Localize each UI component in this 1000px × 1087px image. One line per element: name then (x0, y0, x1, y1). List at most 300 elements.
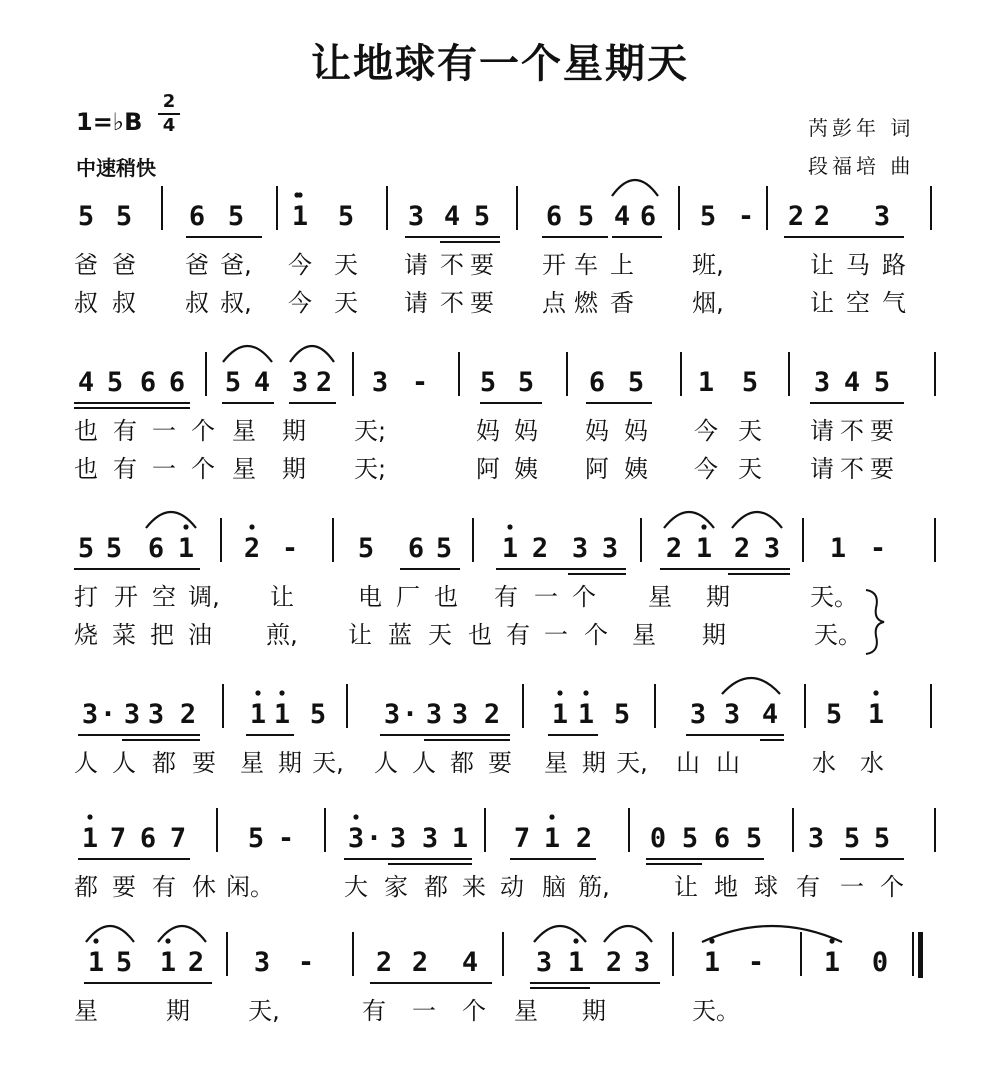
note: 5 (106, 367, 124, 398)
lyric-syllable: 天; (353, 455, 387, 483)
note: 6 (147, 533, 165, 564)
note: 1 (273, 699, 291, 730)
note: 5 (115, 201, 133, 232)
lyric-syllable: 爸 (112, 251, 136, 279)
lyric-syllable: 都 (450, 749, 474, 777)
bar-line (672, 932, 674, 976)
note: 4 (77, 367, 95, 398)
underline-beam (222, 402, 274, 404)
lyric-syllable: 把 (150, 621, 174, 649)
lyric-verse-1 (0, 416, 1000, 446)
note: 1 (703, 947, 721, 978)
note: 5 (224, 367, 242, 398)
note: 1 (543, 823, 561, 854)
lyric-syllable: 有 (113, 417, 137, 445)
double-underline-beam (646, 863, 702, 865)
lyric-syllable: 天 (334, 251, 358, 279)
bar-line (226, 932, 228, 976)
lyric-syllable: 有 (796, 873, 820, 901)
note: 5 (745, 823, 763, 854)
notation-row (0, 946, 1000, 986)
note: 2 (733, 533, 751, 564)
final-bar-line (918, 932, 923, 978)
underline-beam (74, 402, 190, 404)
note: 3 (633, 947, 651, 978)
lyric-syllable: 星 (648, 583, 672, 611)
note: 4 (613, 201, 631, 232)
note: 2 (187, 947, 205, 978)
lyric-syllable: 星 (240, 749, 264, 777)
lyric-verse-1 (0, 582, 1000, 612)
note: 5 (309, 699, 327, 730)
octave-dot (583, 690, 588, 695)
lyric-syllable: 叔 (112, 289, 136, 317)
lyric-syllable: 天; (353, 417, 387, 445)
note: - (737, 201, 755, 232)
lyric-syllable: 山 (716, 749, 740, 777)
note: 1 (249, 699, 267, 730)
lyric-syllable: 要 (470, 289, 494, 317)
lyric-syllable: 水 (812, 749, 836, 777)
lyric-syllable: 要 (192, 749, 216, 777)
note: 2 (315, 367, 333, 398)
bar-line (222, 684, 224, 728)
lyric-syllable: 点 (542, 289, 566, 317)
lyric-verse-1 (0, 872, 1000, 902)
double-underline-beam (74, 407, 190, 409)
lyric-syllable: 天, (312, 749, 344, 777)
lyric-syllable: 天。 (692, 997, 740, 1025)
lyric-syllable: 个 (191, 455, 215, 483)
lyric-syllable: 班, (692, 251, 724, 279)
note: 1 (867, 699, 885, 730)
notation-row (0, 366, 1000, 406)
note: 3 (873, 201, 891, 232)
note: 7 (109, 823, 127, 854)
lyric-syllable: 闲。 (226, 873, 274, 901)
lyric-syllable: 爸 (74, 251, 98, 279)
bar-line (934, 518, 936, 562)
underline-beam (542, 236, 608, 238)
octave-dot (294, 192, 299, 197)
note: 1 (697, 367, 715, 398)
bar-line (628, 808, 630, 852)
lyric-verse-1 (0, 996, 1000, 1026)
lyric-syllable: 休 (192, 873, 216, 901)
note: 2 (605, 947, 623, 978)
lyricist-credit: 芮彭年 词 (808, 116, 915, 140)
slur (722, 678, 780, 694)
note: 5 (699, 201, 717, 232)
note: 5 (479, 367, 497, 398)
lyric-syllable: 有 (362, 997, 386, 1025)
octave-dot (829, 938, 834, 943)
underline-beam (686, 734, 784, 736)
lyric-verse-2 (0, 288, 1000, 318)
lyric-verse-2 (0, 454, 1000, 484)
lyric-syllable: 都 (424, 873, 448, 901)
note: 2 (179, 699, 197, 730)
lyric-syllable: 车 (574, 251, 598, 279)
underline-beam (74, 568, 200, 570)
lyric-syllable: 有 (494, 583, 518, 611)
note: 2 (787, 201, 805, 232)
bar-line (680, 352, 682, 396)
double-underline-beam (424, 739, 510, 741)
note: 1 (551, 699, 569, 730)
note: 1 (177, 533, 195, 564)
lyric-syllable: 个 (462, 997, 486, 1025)
lyric-syllable: 不 (440, 251, 464, 279)
lyric-syllable: 星 (74, 997, 98, 1025)
bar-line (502, 932, 504, 976)
note: 5 (681, 823, 699, 854)
note: - (869, 533, 887, 564)
bar-line (788, 352, 790, 396)
note: 6 (588, 367, 606, 398)
octave-dot (93, 938, 98, 943)
slur (146, 512, 196, 528)
slur (158, 926, 206, 942)
note: 1 (567, 947, 585, 978)
bar-line (522, 684, 524, 728)
lyric-syllable: 天。 (814, 621, 862, 649)
composer-credit: 段福培 曲 (808, 154, 915, 178)
octave-dot (165, 938, 170, 943)
lyric-syllable: 不 (840, 417, 864, 445)
note: 3 (601, 533, 619, 564)
note: - (297, 947, 315, 978)
bar-line (484, 808, 486, 852)
double-underline-beam (760, 739, 784, 741)
double-underline-beam (530, 987, 590, 989)
note: 3 (81, 699, 99, 730)
bar-line (930, 684, 932, 728)
note: 2 (375, 947, 393, 978)
lyric-syllable: 天 (738, 417, 762, 445)
underline-beam (370, 982, 492, 984)
note: 1 (87, 947, 105, 978)
note: 6 (713, 823, 731, 854)
lyric-syllable: 请 (810, 417, 834, 445)
octave-dot (279, 690, 284, 695)
lyric-syllable: 期 (702, 621, 726, 649)
underline-beam (496, 568, 626, 570)
lyric-syllable: 让 (810, 289, 834, 317)
note: 5 (577, 201, 595, 232)
note: 7 (169, 823, 187, 854)
lyric-syllable: 也 (74, 417, 98, 445)
bar-line (161, 186, 163, 230)
lyric-syllable: 一 (534, 583, 558, 611)
note: 3 (123, 699, 141, 730)
lyric-syllable: 有 (152, 873, 176, 901)
bar-line (802, 518, 804, 562)
lyric-syllable: 期 (278, 749, 302, 777)
bar-line (332, 518, 334, 562)
time-signature-bottom: 4 (162, 115, 176, 136)
note: 5 (473, 201, 491, 232)
bar-line (346, 684, 348, 728)
note: 5 (613, 699, 631, 730)
note: 3 (425, 699, 443, 730)
bar-line (220, 518, 222, 562)
lyric-syllable: 姨 (514, 455, 538, 483)
slur (86, 926, 134, 942)
lyric-syllable: 也 (434, 583, 458, 611)
underline-beam (344, 858, 472, 860)
note: 2 (665, 533, 683, 564)
lyric-syllable: 气 (882, 289, 906, 317)
note: - (281, 533, 299, 564)
lyric-syllable: 上 (610, 251, 634, 279)
slur (702, 926, 842, 942)
lyric-syllable: 天 (738, 455, 762, 483)
bar-line (654, 684, 656, 728)
underline-beam (530, 982, 660, 984)
underline-beam (405, 236, 500, 238)
lyric-syllable: 厂 (396, 583, 420, 611)
lyric-syllable: 星 (232, 455, 256, 483)
lyric-syllable: 期 (582, 749, 606, 777)
lyric-syllable: 阿 (476, 455, 500, 483)
lyric-syllable: 有 (506, 621, 530, 649)
note: 4 (761, 699, 779, 730)
bar-line (472, 518, 474, 562)
lyric-syllable: 也 (468, 621, 492, 649)
lyric-syllable: 天。 (810, 583, 858, 611)
double-underline-beam (122, 739, 200, 741)
bar-line (912, 932, 914, 976)
bar-line (930, 186, 932, 230)
lyric-syllable: 也 (74, 455, 98, 483)
lyric-syllable: 妈 (514, 417, 538, 445)
bar-line (276, 186, 278, 230)
octave-dot (255, 690, 260, 695)
note: 6 (139, 823, 157, 854)
note: 5 (873, 823, 891, 854)
lyric-syllable: 要 (870, 455, 894, 483)
note: 5 (77, 201, 95, 232)
lyric-syllable: 让 (674, 873, 698, 901)
key-signature: 1=♭B (76, 108, 143, 136)
time-signature (158, 92, 180, 136)
underline-beam (246, 734, 294, 736)
lyric-syllable: 叔 (74, 289, 98, 317)
bar-line (516, 186, 518, 230)
slur (732, 512, 782, 528)
note: 3 (813, 367, 831, 398)
lyric-syllable: 要 (470, 251, 494, 279)
note: 1 (577, 699, 595, 730)
lyric-syllable: 烟, (692, 289, 724, 317)
lyric-syllable: 地 (714, 873, 738, 901)
note: 6 (639, 201, 657, 232)
underline-beam (78, 858, 190, 860)
note: 1 (291, 201, 309, 232)
octave-dot (297, 192, 302, 197)
lyric-syllable: 星 (544, 749, 568, 777)
slur (604, 926, 652, 942)
lyric-syllable: 个 (191, 417, 215, 445)
lyric-syllable: 要 (112, 873, 136, 901)
bar-line (352, 352, 354, 396)
lyric-verse-1 (0, 250, 1000, 280)
lyric-syllable: 开 (114, 583, 138, 611)
note: 5 (77, 533, 95, 564)
note: 3 (807, 823, 825, 854)
double-underline-beam (728, 573, 790, 575)
lyric-syllable: 个 (572, 583, 596, 611)
lyric-syllable: 姨 (624, 455, 648, 483)
note: 6 (188, 201, 206, 232)
underline-beam (480, 402, 542, 404)
lyric-syllable: 叔 (185, 289, 209, 317)
lyric-syllable: 筋, (578, 873, 610, 901)
notation-row (0, 698, 1000, 738)
lyric-syllable: 期 (706, 583, 730, 611)
lyric-syllable: 一 (544, 621, 568, 649)
octave-dot (353, 814, 358, 819)
note: 6 (407, 533, 425, 564)
lyric-syllable: 期 (166, 997, 190, 1025)
octave-dot (873, 690, 878, 695)
lyric-syllable: 让 (270, 583, 294, 611)
underline-beam (548, 734, 598, 736)
bar-line (804, 684, 806, 728)
lyric-syllable: 请 (404, 251, 428, 279)
bar-line (566, 352, 568, 396)
note: 1 (501, 533, 519, 564)
bar-line (324, 808, 326, 852)
bar-line (458, 352, 460, 396)
note: 5 (627, 367, 645, 398)
bar-line (766, 186, 768, 230)
lyric-syllable: 今 (694, 417, 718, 445)
lyric-verse-2 (0, 620, 1000, 650)
note: · (99, 699, 117, 730)
note: 3 (383, 699, 401, 730)
slur (534, 926, 586, 942)
note: 3 (535, 947, 553, 978)
lyric-syllable: 都 (152, 749, 176, 777)
lyric-syllable: 天, (616, 749, 648, 777)
lyric-syllable: 妈 (476, 417, 500, 445)
note: 0 (871, 947, 889, 978)
notation-row (0, 200, 1000, 240)
underline-beam (510, 858, 596, 860)
note: 3 (407, 201, 425, 232)
note: 3 (451, 699, 469, 730)
lyric-syllable: 叔, (220, 289, 252, 317)
lyric-syllable: 打 (74, 583, 98, 611)
bar-line (205, 352, 207, 396)
note: 1 (451, 823, 469, 854)
lyric-syllable: 今 (288, 289, 312, 317)
lyric-syllable: 人 (112, 749, 136, 777)
time-signature-top: 2 (162, 91, 176, 112)
note: 4 (443, 201, 461, 232)
note: 3 (689, 699, 707, 730)
note: 4 (461, 947, 479, 978)
underline-beam (289, 402, 336, 404)
note: 1 (829, 533, 847, 564)
lyric-syllable: 个 (880, 873, 904, 901)
note: 5 (825, 699, 843, 730)
lyric-syllable: 天 (428, 621, 452, 649)
double-underline-beam (568, 573, 626, 575)
page-title: 让地球有一个星期天 (311, 41, 689, 87)
note: 6 (139, 367, 157, 398)
bar-line (386, 186, 388, 230)
lyric-syllable: 蓝 (388, 621, 412, 649)
lyric-syllable: 菜 (112, 621, 136, 649)
bar-line (934, 352, 936, 396)
lyric-syllable: 空 (846, 289, 870, 317)
slur (223, 346, 272, 362)
note: 5 (357, 533, 375, 564)
note: 3 (147, 699, 165, 730)
lyric-syllable: 不 (840, 455, 864, 483)
note: 4 (843, 367, 861, 398)
octave-dot (249, 524, 254, 529)
lyric-syllable: 阿 (585, 455, 609, 483)
note: 3 (347, 823, 365, 854)
notation-row (0, 822, 1000, 862)
note: 2 (483, 699, 501, 730)
lyric-syllable: 请 (404, 289, 428, 317)
lyric-syllable: 个 (584, 621, 608, 649)
note: 2 (531, 533, 549, 564)
lyric-syllable: 今 (694, 455, 718, 483)
lyric-syllable: 水 (860, 749, 884, 777)
lyric-syllable: 不 (440, 289, 464, 317)
bar-line (800, 932, 802, 976)
octave-dot (557, 690, 562, 695)
lyric-syllable: 脑 (542, 873, 566, 901)
double-underline-beam (388, 863, 472, 865)
underline-beam (784, 236, 904, 238)
lyric-syllable: 人 (412, 749, 436, 777)
lyric-syllable: 香 (610, 289, 634, 317)
octave-dot (549, 814, 554, 819)
note: 5 (517, 367, 535, 398)
underline-beam (400, 568, 460, 570)
note: 3 (371, 367, 389, 398)
note: 5 (105, 533, 123, 564)
lyric-syllable: 让 (348, 621, 372, 649)
note: 1 (823, 947, 841, 978)
lyric-syllable: 让 (810, 251, 834, 279)
lyric-syllable: 期 (282, 455, 306, 483)
note: 3 (253, 947, 271, 978)
note: 3 (389, 823, 407, 854)
lyric-syllable: 妈 (585, 417, 609, 445)
lyric-syllable: 一 (152, 455, 176, 483)
note: - (411, 367, 429, 398)
lyric-syllable: 马 (846, 251, 870, 279)
lyric-syllable: 山 (676, 749, 700, 777)
note: 5 (337, 201, 355, 232)
note: - (277, 823, 295, 854)
note: 5 (741, 367, 759, 398)
note: 5 (247, 823, 265, 854)
note: 5 (115, 947, 133, 978)
lyric-syllable: 爸 (185, 251, 209, 279)
note: 3 (291, 367, 309, 398)
lyric-syllable: 油 (188, 621, 212, 649)
lyric-syllable: 煎, (266, 621, 298, 649)
